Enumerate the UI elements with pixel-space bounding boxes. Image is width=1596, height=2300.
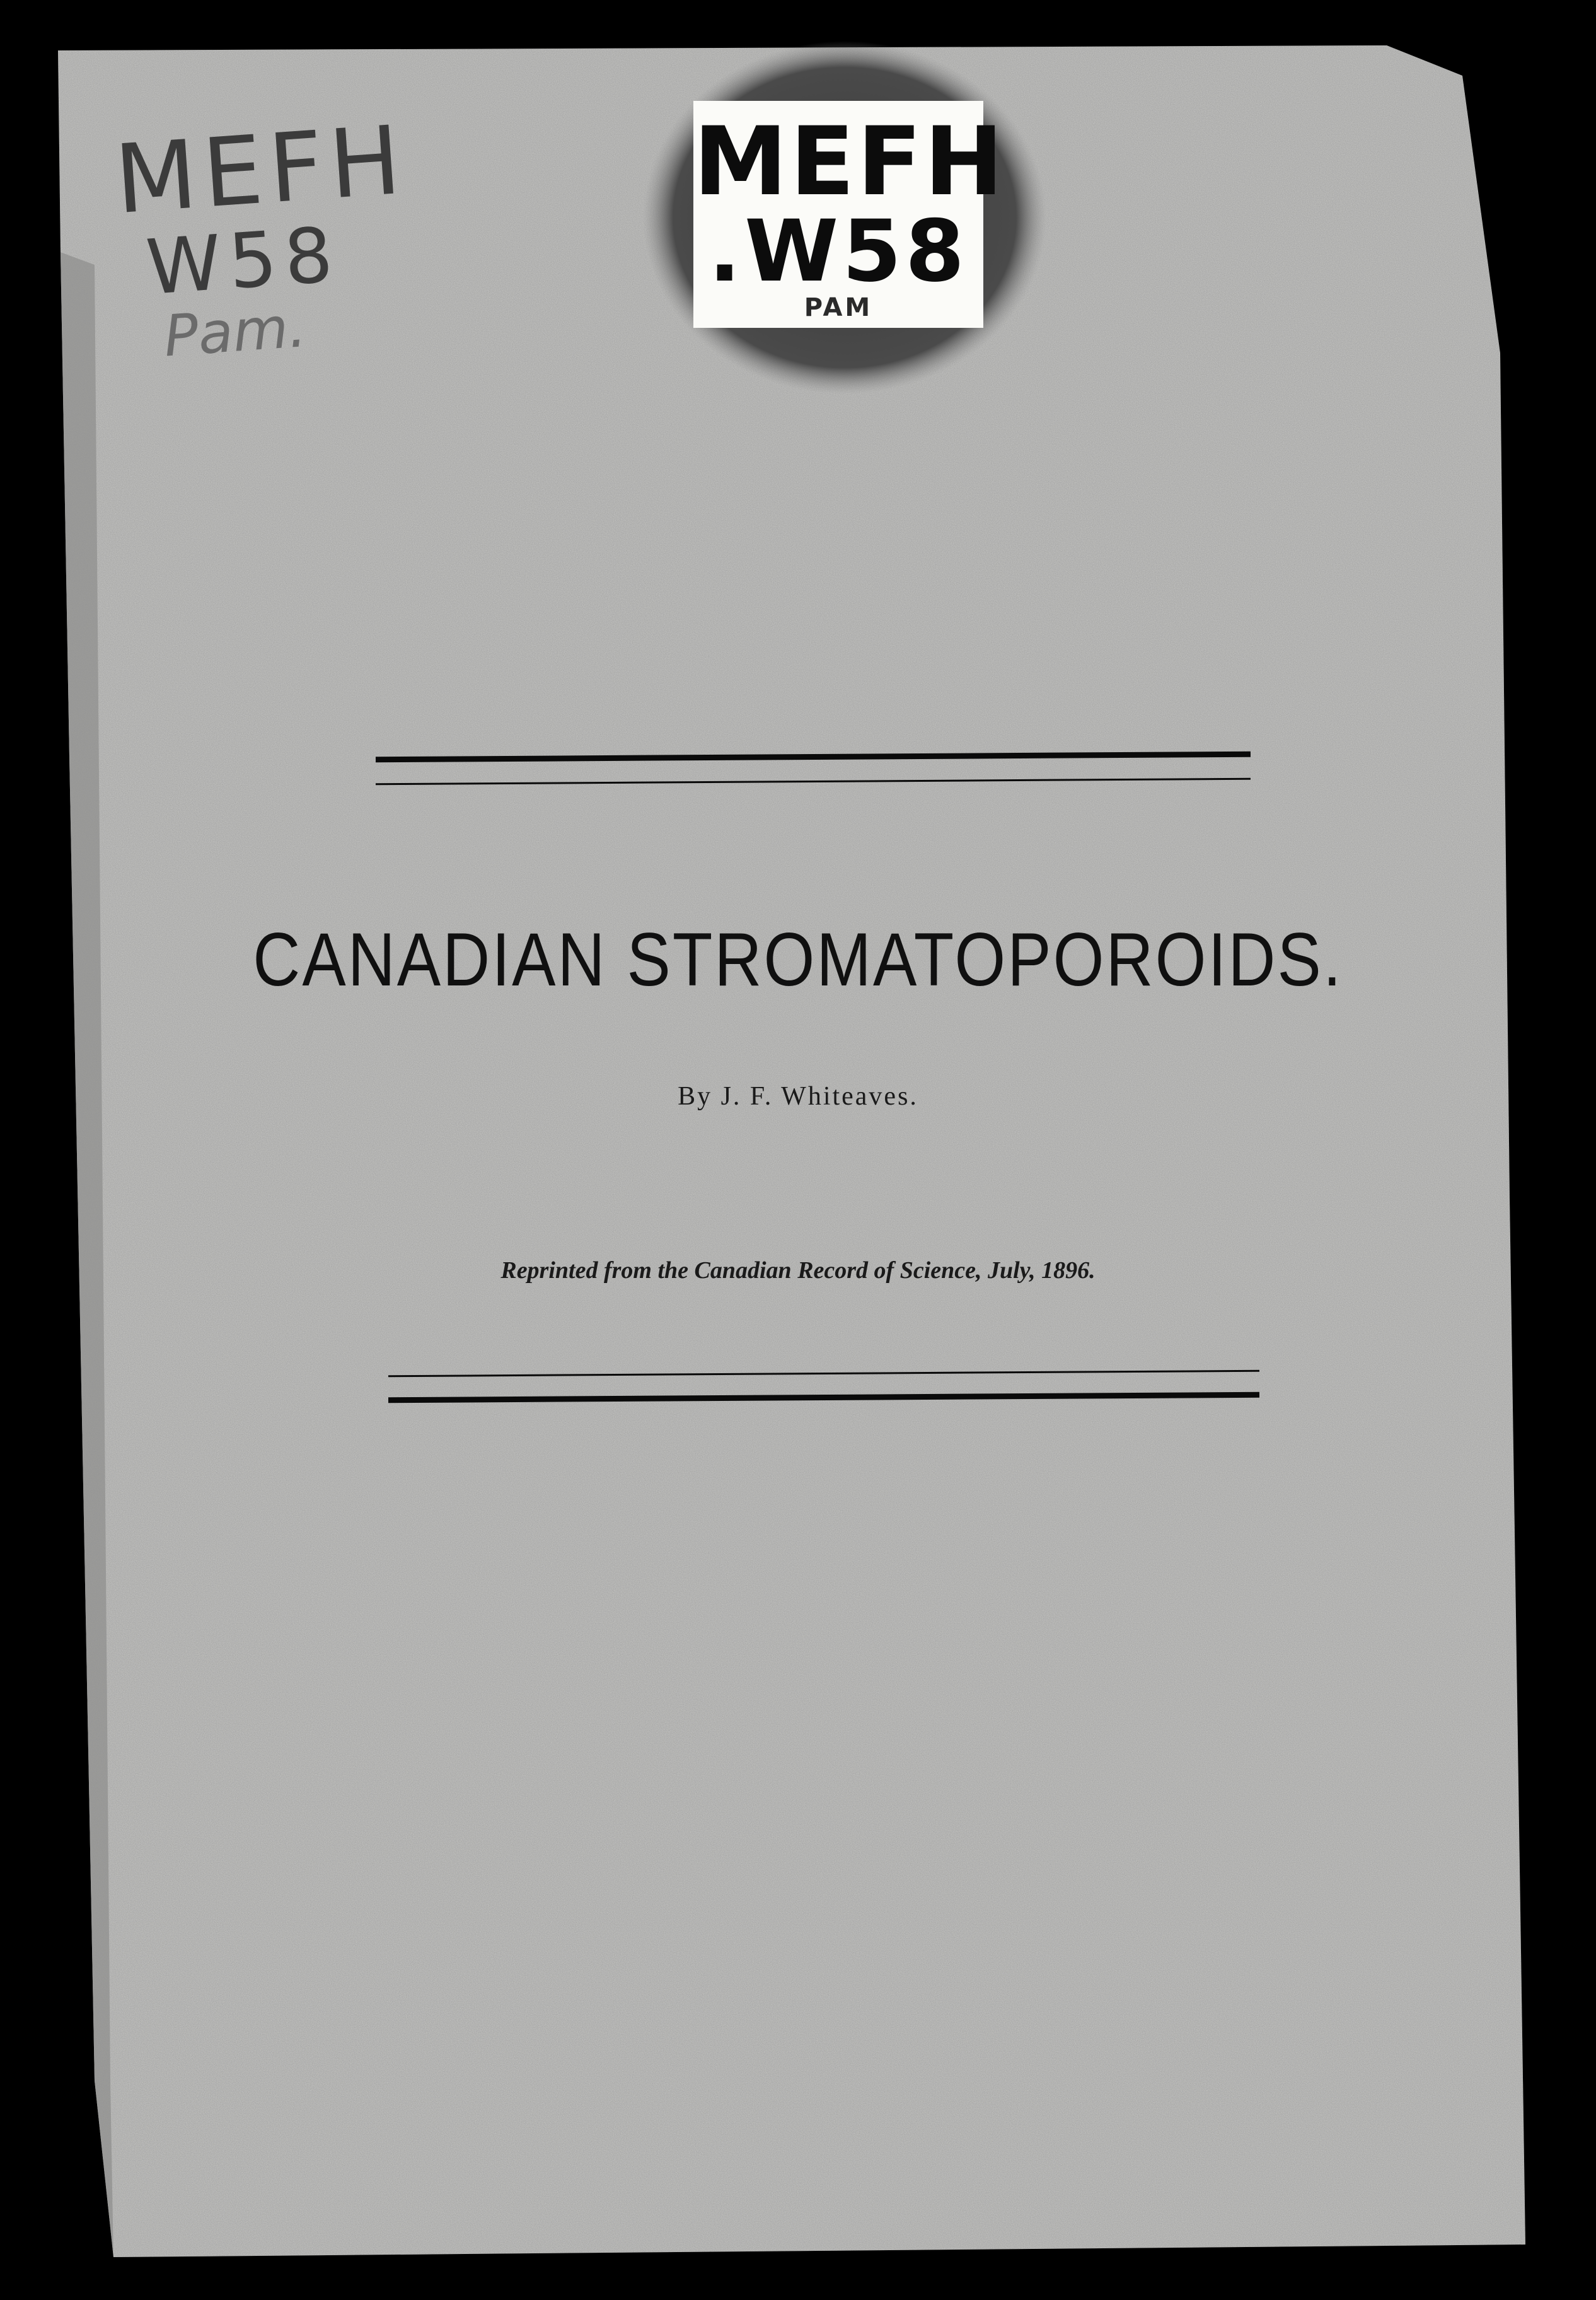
handwritten-line-2: W58 [143,211,344,312]
library-call-number-label [693,101,1006,328]
handwritten-call-number [111,105,455,369]
reprint-note: Reprinted from the Canadian Record of Science, July, 1896. [500,1257,1096,1284]
label-line-2: .W58 [708,202,969,301]
handwritten-line-1: MEFH [111,105,411,236]
label-line-3: PAM [804,293,873,322]
pamphlet-title: CANADIAN STROMATOPOROIDS. [253,918,1343,1002]
label-line-1: MEFH [693,107,1006,217]
handwritten-line-3: Pam. [161,293,309,369]
author-byline: By J. F. Whiteaves. [678,1082,918,1111]
